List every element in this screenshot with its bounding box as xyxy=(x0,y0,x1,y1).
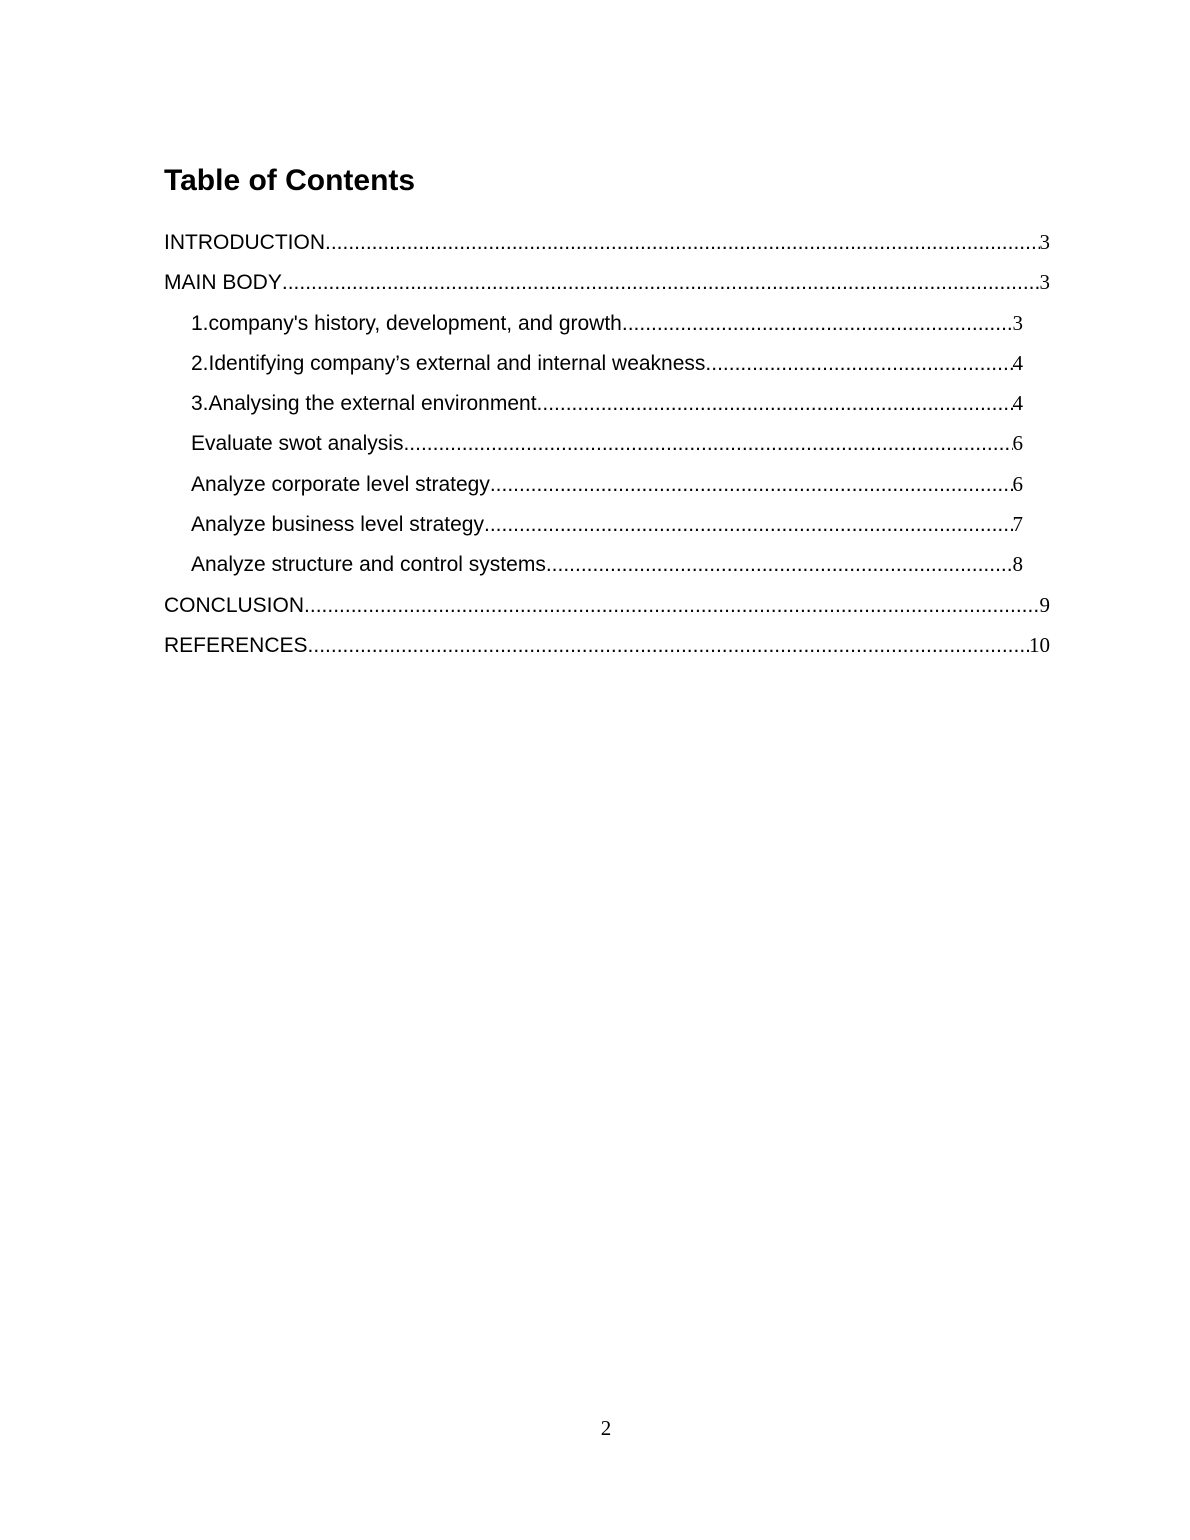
toc-entry-conclusion[interactable] xyxy=(164,588,1050,628)
dot-leader xyxy=(622,307,1013,341)
toc-entry-page: 6 xyxy=(1012,431,1023,456)
toc-entry-label: Evaluate swot analysis xyxy=(191,432,404,456)
toc-entry-swot-analysis[interactable] xyxy=(164,426,1023,466)
dot-leader xyxy=(484,508,1013,542)
dot-leader xyxy=(490,468,1013,502)
toc-entry-page: 4 xyxy=(1012,350,1023,375)
toc-entry-label: 2.Identifying company’s external and internal weakness xyxy=(191,351,706,375)
toc-entry-label: 3.Analysing the external environment xyxy=(191,392,537,416)
toc-entry-page: 9 xyxy=(1039,592,1050,617)
toc-entry-page: 6 xyxy=(1012,471,1023,496)
toc-entry-page: 3 xyxy=(1039,270,1050,295)
toc-entry-page: 7 xyxy=(1012,512,1023,537)
toc-entry-label: 1.company's history, development, and growth xyxy=(191,311,622,335)
toc-entry-label: CONCLUSION xyxy=(164,593,305,617)
dot-leader xyxy=(325,226,1040,260)
toc-entry-references[interactable] xyxy=(164,628,1050,668)
toc-entry-introduction[interactable] xyxy=(164,225,1050,265)
toc-entry-label: Analyze structure and control systems xyxy=(191,553,546,577)
toc-entry-page: 3 xyxy=(1012,310,1023,335)
dot-leader xyxy=(304,589,1039,623)
dot-leader xyxy=(705,347,1012,381)
toc-entry-page: 4 xyxy=(1012,391,1023,416)
page-number: 2 xyxy=(600,1416,612,1440)
toc-entry-label: REFERENCES xyxy=(164,633,308,657)
toc-entry-page: 8 xyxy=(1012,552,1023,577)
toc-entry-page: 3 xyxy=(1039,230,1050,254)
toc-entry-company-history[interactable] xyxy=(164,306,1023,346)
table-of-contents xyxy=(164,225,1050,668)
dot-leader xyxy=(546,548,1013,582)
toc-entry-page: 10 xyxy=(1029,632,1050,657)
toc-title: Table of Contents xyxy=(164,164,416,197)
toc-entry-weakness[interactable] xyxy=(164,346,1023,386)
toc-entry-main-body[interactable] xyxy=(164,265,1050,305)
toc-entry-structure-control[interactable] xyxy=(164,547,1023,587)
dot-leader xyxy=(282,266,1040,300)
dot-leader xyxy=(308,629,1029,663)
toc-entry-label: INTRODUCTION xyxy=(164,231,325,254)
toc-entry-corporate-strategy[interactable] xyxy=(164,467,1023,507)
toc-entry-label: MAIN BODY xyxy=(164,271,282,295)
toc-entry-label: Analyze corporate level strategy xyxy=(191,472,490,496)
toc-entry-external-environment[interactable] xyxy=(164,386,1023,426)
dot-leader xyxy=(403,427,1012,461)
toc-entry-label: Analyze business level strategy xyxy=(191,513,484,537)
dot-leader xyxy=(537,387,1013,421)
toc-entry-business-strategy[interactable] xyxy=(164,507,1023,547)
